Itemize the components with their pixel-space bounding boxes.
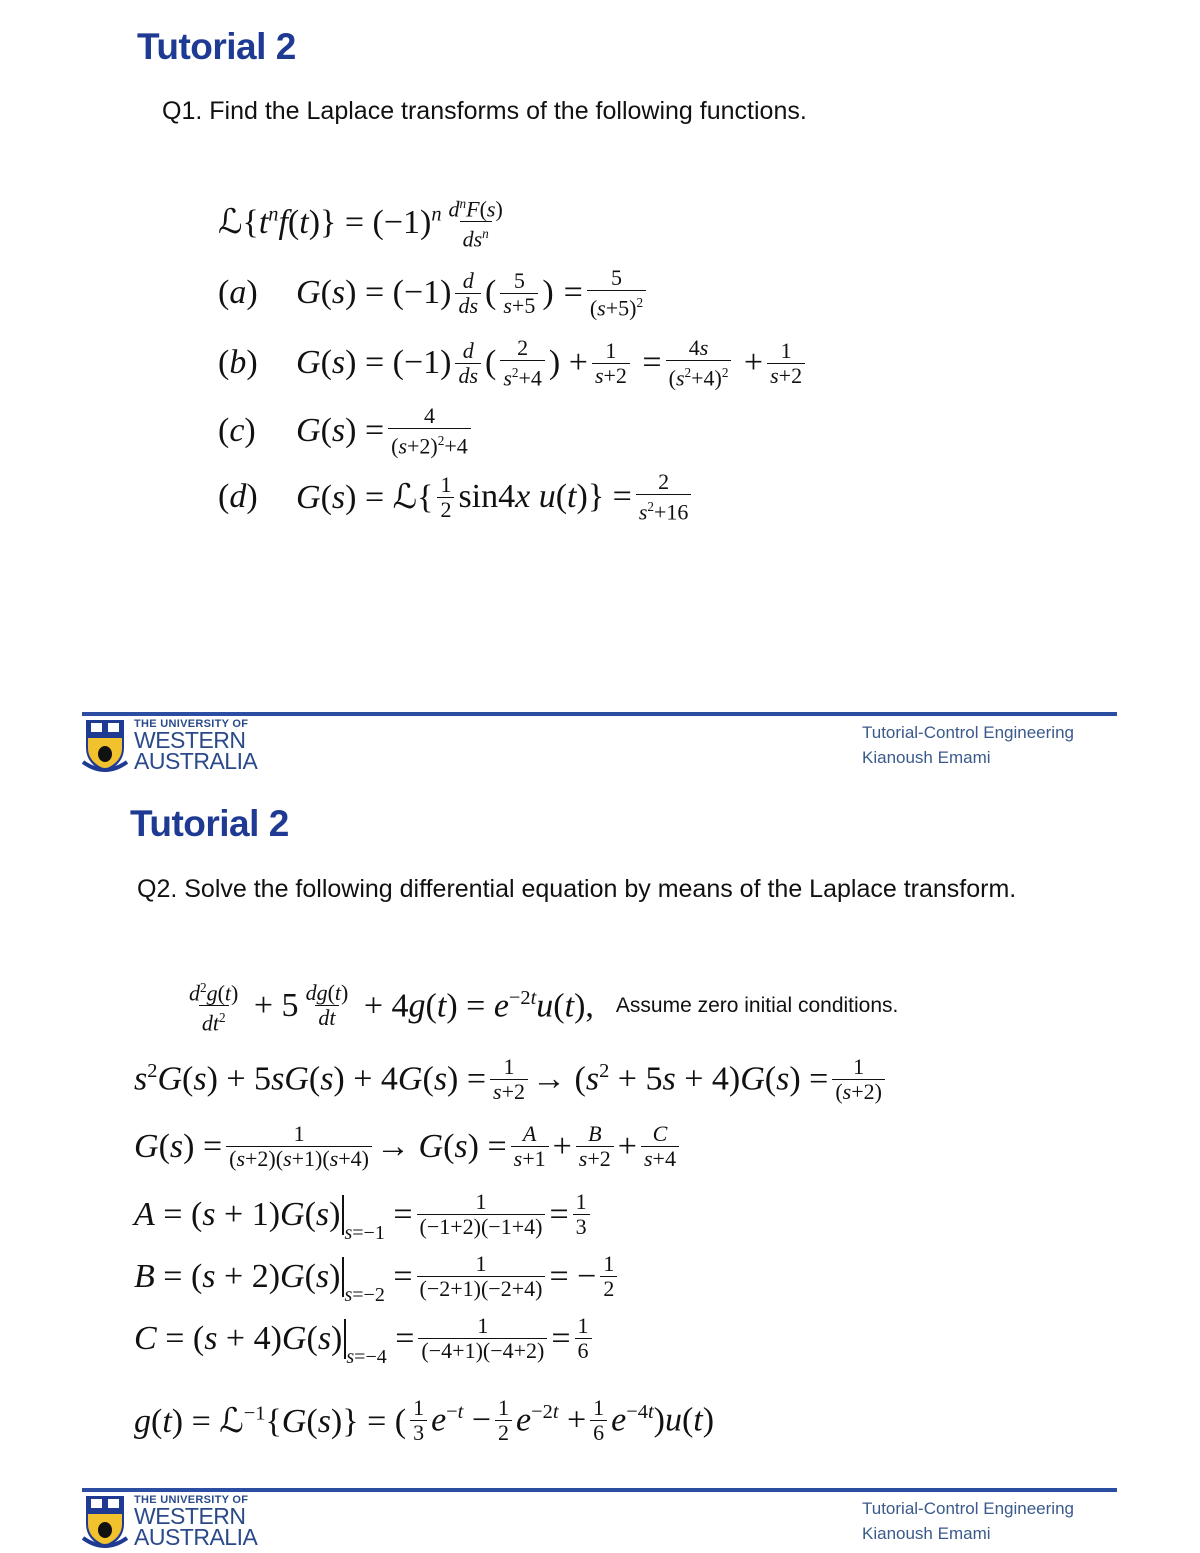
university-logo: THE UNIVERSITY OF WESTERN AUSTRALIA xyxy=(134,718,258,774)
coefficient-c: C = (s + 4)G(s) s=−4 = $\frac{1}{(-4+1)(-4+2)}$ = $\frac{1}{6}$ xyxy=(134,1314,596,1363)
part-c: (c) G(s) = $\frac{4}{(s+2)^2+4}$ xyxy=(218,404,475,458)
coefficient-a: A = (s + 1)G(s) s=−1 = $\frac{1}{(-1+2)(-1+4)}$ = $\frac{1}{3}$ xyxy=(134,1190,594,1239)
question-text: Q2. Solve the following differential equation by means of the Laplace transform. xyxy=(137,875,1017,903)
author-name: Kianoush Emami xyxy=(862,748,991,767)
partial-fraction-setup: G(s) = $\frac{1}{(s+2)(s+1)(s+4)}$ → G(s) = $\frac{A}{s+1}$ + $\frac{B}{s+2}$ + $\frac{C}{s+4}$ xyxy=(134,1122,683,1171)
page-title: Tutorial 2 xyxy=(137,26,296,67)
part-b: (b) G(s) = (−1) $\frac{d}{ds}$ ( $\frac{2}{s^2+4}$ ) + $\frac{1}{s+2}$ = $\frac{4s}{(s^2+4)^2}$ + $\frac{1}{s+2}$ xyxy=(218,336,809,390)
initial-conditions-note: Assume zero initial conditions. xyxy=(615,993,899,1017)
part-d: (d) G(s) = ℒ{ $\frac{1}{2}$ sin4x u(t)} = $\frac{2}{s^2+16}$ xyxy=(218,470,695,524)
footer-info xyxy=(862,1496,1074,1546)
university-crest-icon xyxy=(82,718,128,774)
question-text: Q1. Find the Laplace transforms of the following functions. xyxy=(162,97,807,125)
university-logo: THE UNIVERSITY OF WESTERN AUSTRALIA xyxy=(134,1494,258,1550)
laplace-step: $s^2G(s) + 5sG(s) + 4G(s)$ = $\frac{1}{s+2}$ → $(s^2 + 5s + 4)G(s)$ = $\frac{1}{(s+2)}$ xyxy=(134,1055,889,1104)
coefficient-b: B = (s + 2)G(s) s=−2 = $\frac{1}{(-2+1)(-2+4)}$ = − $\frac{1}{2}$ xyxy=(134,1252,621,1301)
course-name: Tutorial-Control Engineering xyxy=(862,723,1074,742)
differential-equation: $\frac{d^2g(t)}{dt^2}$ + 5 $\frac{dg(t)}{dt}$ + $4g(t) = e^{-2t}u(t)$, Assume zero initial conditions. xyxy=(189,980,899,1036)
course-name: Tutorial-Control Engineering xyxy=(862,1499,1074,1518)
final-solution: g(t) = ℒ$^{-1}${G(s)} = ( $\frac{1}{3}$ $e^{-t}$ − $\frac{1}{2}$ $e^{-2t}$ + $\frac{1}{6}$ $e^{-4t})u(t)$ xyxy=(134,1395,715,1445)
page-title: Tutorial 2 xyxy=(130,803,289,844)
formula-derivative-property: $ℒ\{t^nf(t)\} = (-1)^n$ $\frac{d^nF(s)}{ds^n}$ xyxy=(218,196,503,252)
footer-divider xyxy=(82,712,1117,716)
university-crest-icon xyxy=(82,1494,128,1550)
footer-info xyxy=(862,720,1074,770)
author-name: Kianoush Emami xyxy=(862,1524,991,1543)
footer-divider xyxy=(82,1488,1117,1492)
part-a: (a) G(s) = (−1) $\frac{d}{ds}$ ( $\frac{5}{s+5}$ ) = $\frac{5}{(s+5)^2}$ xyxy=(218,266,650,320)
